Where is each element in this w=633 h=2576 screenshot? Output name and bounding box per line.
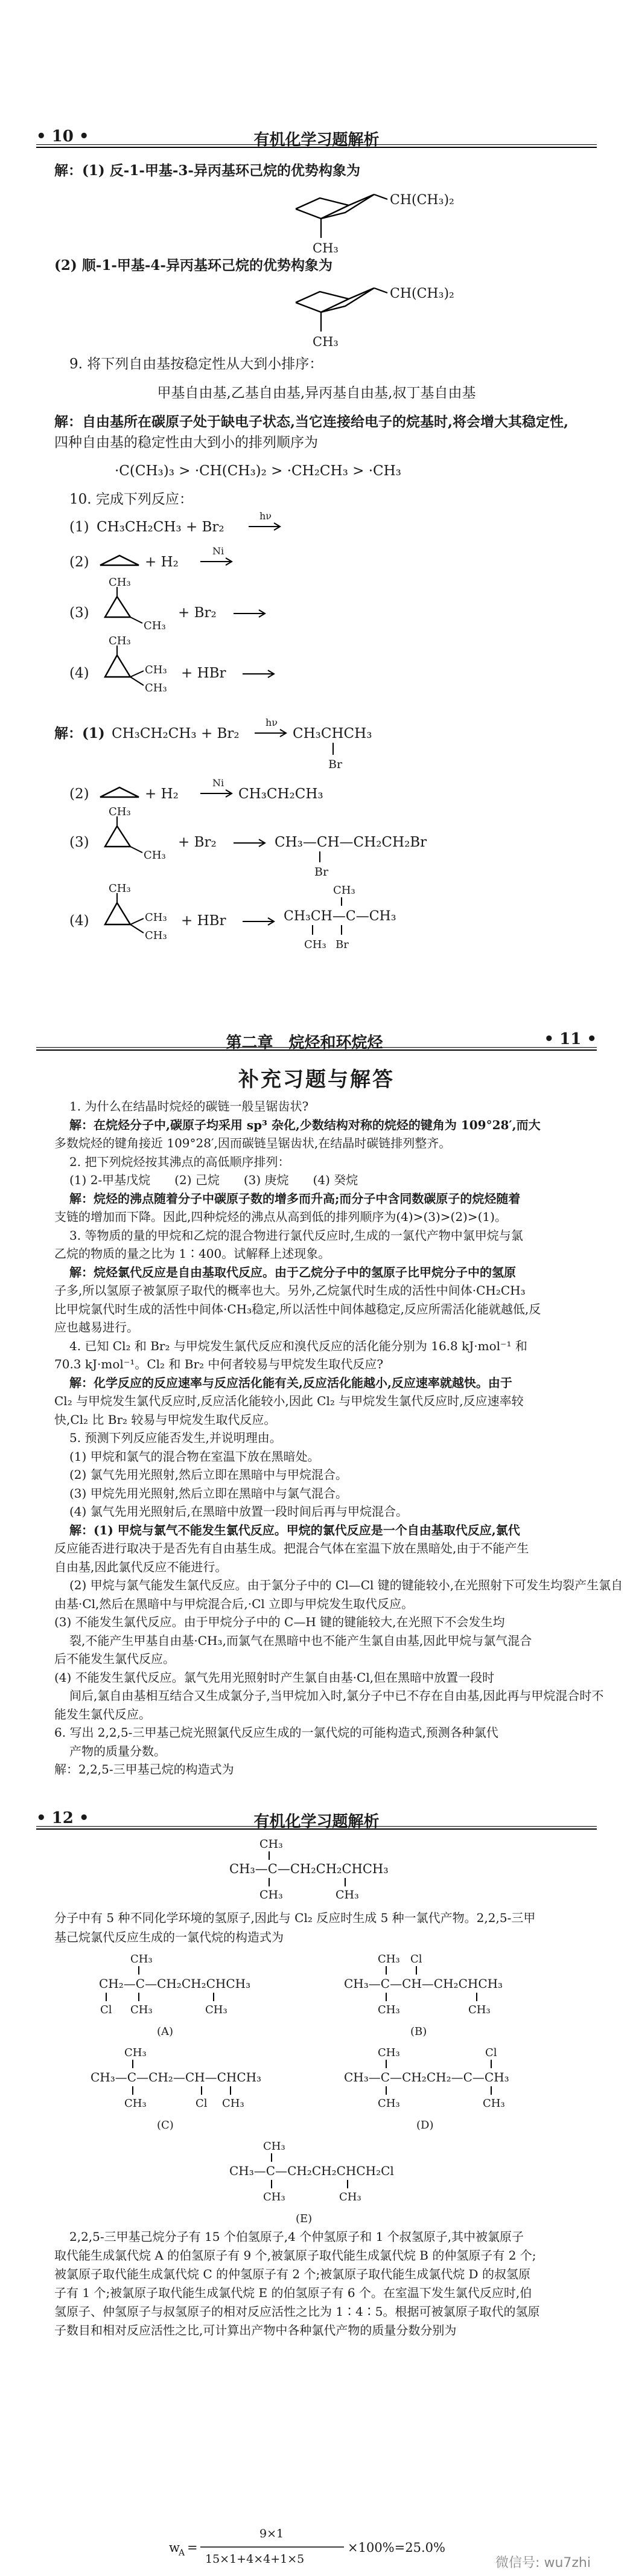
text-line: (1) 2-甲基戊烷 (2) 己烷 (3) 庚烷 (4) 癸烷	[69, 1173, 358, 1187]
text-line: (3) 甲烷先用光照射,然后立即在黑暗中与氯气混合。	[69, 1485, 348, 1501]
label-E: (E)	[296, 2212, 313, 2225]
text-line: 裂,不能产生甲基自由基·CH₃,而氯气在黑暗中也不能产生氯自由基,因此甲烷与氯气混合	[69, 1633, 532, 1648]
text-line: 间后,氯自由基相互结合又生成氯分子,当甲烷加入时,氯分子中已不存在自由基,因此再与甲烷混合时不	[69, 1688, 604, 1703]
text-line: 氢原子、仲氢原子与叔氢原子的相对反应活性之比为 1∶4∶5。根据可被氯原子取代的氢原	[54, 2304, 540, 2319]
running-head: 有机化学习题解析	[253, 131, 380, 149]
page-number: • 12 •	[36, 1809, 89, 1827]
header-rule	[36, 1049, 597, 1051]
chain: CH₂—C—CH₂CH₂CHCH₃	[99, 1976, 251, 1991]
cyclopropane-icon	[97, 783, 145, 807]
running-head: 有机化学习题解析	[253, 1813, 380, 1831]
chlorine-label: Cl	[485, 2046, 497, 2059]
text-line: 取代能生成氯代烷 A 的伯氢原子有 9 个,被氯原子取代能生成氯代烷 B 的仲氢原子有 2 个;	[54, 2248, 536, 2263]
reaction-3-left: + Br₂	[178, 605, 217, 621]
text-line: 比甲烷氯代时生成的活性中间体·CH₃稳定,所以活性中间体越稳定,反应所需活化能就越低,反	[54, 1301, 541, 1316]
answer-10-2-product: CH₃CH₂CH₃	[238, 786, 323, 802]
question-10: 10. 完成下列反应：	[69, 492, 193, 507]
text-line: 子数目和相对反应活性之比,可计算出产物中各种氯代产物的质量分数分别为	[54, 2323, 457, 2337]
methyl-label: CH₃	[145, 664, 167, 676]
page-11	[0, 1027, 633, 1777]
product-chain: CH₃CH—C—CH₃	[284, 909, 396, 924]
methyl-label: CH₃	[378, 2004, 400, 2016]
watermark: 微信号: wu7zhi	[495, 2555, 591, 2571]
stability-order: ·C(CH₃)₃ > ·CH(CH₃)₂ > ·CH₂CH₃ > ·CH₃	[115, 463, 401, 479]
text-line: 能发生氯代反应。	[54, 1706, 151, 1722]
substituent-label: CH(CH₃)₂	[390, 286, 454, 301]
question-9: 9. 将下列自由基按稳定性从大到小排序：	[69, 356, 323, 372]
question-9-list: 甲基自由基,乙基自由基,异丙基自由基,叔丁基自由基	[157, 385, 476, 401]
formula-equals: =	[187, 2540, 198, 2555]
page-10	[0, 0, 633, 857]
text-line: (2) 甲烷与氯气能发生氯代反应。由于氯分子中的 Cl—Cl 键的键能较小,在光照射下可发生均裂产生氯自	[69, 1578, 623, 1592]
methyl-label: CH₃	[483, 2097, 505, 2110]
formula-result: ×100%=25.0%	[348, 2540, 445, 2555]
trimethylhexane-structure	[229, 1836, 422, 1908]
chair-conformation-2	[284, 275, 465, 347]
reaction-1-left: CH₃CH₂CH₃ + Br₂	[97, 519, 224, 535]
chapter-head: 第二章 烷烃和环烷烃	[226, 1034, 383, 1052]
product-E	[229, 2138, 434, 2228]
answer-10-4-label: (4)	[69, 913, 89, 929]
methyl-label: CH₃	[124, 2097, 147, 2110]
methylcyclopropane-icon	[97, 576, 175, 634]
methyl-label: CH₃	[263, 2191, 285, 2203]
page-header	[36, 1027, 597, 1051]
chlorine-label: Cl	[410, 1953, 422, 1966]
text-line: 5. 预测下列反应能否发生,并说明理由。	[69, 1431, 282, 1445]
bromine-bonds	[275, 850, 468, 880]
methyl-label: CH₃	[130, 1953, 153, 1966]
text-line: 4. 已知 Cl₂ 和 Br₂ 与甲烷发生氯代反应和溴代反应的活化能分别为 16.8 kJ·mol⁻¹ 和	[69, 1338, 527, 1353]
chain: CH₃—C—CH₂—CH—CHCH₃	[91, 2070, 262, 2084]
label-D: (D)	[416, 2119, 434, 2132]
text-line: 3. 等物质的量的甲烷和乙烷的混合物进行氯代反应时,生成的一氯代产物中氯甲烷与氯	[69, 1228, 523, 1243]
reaction-2-left: + H₂	[145, 554, 179, 570]
text-line: 解：化学反应的反应速率与反应活化能有关,反应活化能越小,反应速率就越快。由于	[69, 1375, 512, 1390]
condition-label: hν	[266, 717, 278, 728]
reaction-2-label: (2)	[69, 554, 89, 570]
answer-10-1-label: 解：(1)	[54, 725, 105, 742]
substituent-label: CH(CH₃)₂	[390, 193, 454, 208]
answer-9-line-1: 解：自由基所在碳原子处于缺电子状态,当它连接给电子的烷基时,将会增大其稳定性,	[54, 414, 569, 430]
condition-label: hν	[259, 510, 272, 522]
text-line: 1. 为什么在结晶时烷烃的碳链一般呈锯齿状?	[69, 1099, 309, 1113]
trimethylcyclopropane-icon	[97, 637, 181, 703]
text-line: (4) 氯气先用光照射后,在黑暗中放置一段时间后再与甲烷混合。	[69, 1504, 409, 1519]
text-line: 产物的质量分数。	[69, 1743, 166, 1758]
text-line: Cl₂ 与甲烷发生氯代反应时,反应活化能较小,因此 Cl₂ 与甲烷发生氯代反应时,反应速率较	[54, 1394, 524, 1408]
answer-10-4-product-structure	[284, 880, 441, 959]
methyl-label: CH₃	[313, 335, 339, 349]
formula-numerator: 9×1	[259, 2527, 284, 2540]
condition-label: Ni	[212, 545, 224, 557]
text-line: 解：2,2,5-三甲基己烷的构造式为	[54, 1762, 234, 1777]
chain: CH₃—C—CH₂CH₂CHCH₂Cl	[229, 2164, 394, 2178]
text-line: 70.3 kJ·mol⁻¹。Cl₂ 和 Br₂ 中何者较易与甲烷发生取代反应?	[54, 1357, 384, 1371]
methyl-label: CH₃	[304, 938, 326, 951]
paragraph-line-1: 分子中有 5 种不同化学环境的氢原子,因此与 Cl₂ 反应时生成 5 种一氯代产物。2,2,5-三甲	[54, 1911, 536, 1925]
page-number: • 11 •	[544, 1030, 597, 1048]
methyl-label: CH₃	[336, 1888, 359, 1902]
chlorine-label: Cl	[100, 2004, 112, 2016]
text-line: 子有 1 个;被氯原子取代能生成氯代烷 E 的伯氢原子有 6 个。在室温下发生氯代反应时,伯	[54, 2286, 532, 2300]
methyl-label: CH₃	[109, 882, 131, 895]
text-line: 快,Cl₂ 比 Br₂ 较易与甲烷发生取代反应。	[54, 1412, 276, 1427]
answer-10-3-label: (3)	[69, 835, 89, 850]
methyl-label: CH₃	[313, 241, 339, 255]
reaction-1-arrow	[247, 511, 284, 535]
text-line: 2,2,5-三甲基己烷分子有 15 个伯氢原子,4 个仲氢原子和 1 个叔氢原子,其中被氯原子	[69, 2229, 524, 2244]
answer-10-3-arrow	[232, 827, 269, 851]
answer-10-1-arrow	[253, 717, 290, 742]
answer-10-1-left: CH₃CH₂CH₃ + Br₂	[112, 726, 240, 742]
text-line: 解：烷烃的沸点随着分子中碳原子数的增多而升高;而分子中含同数碳原子的烷烃随着	[69, 1191, 521, 1206]
answer-10-2-left: + H₂	[145, 786, 179, 802]
answer-9-line-2: 四种自由基的稳定性由大到小的排列顺序为	[54, 435, 318, 450]
reaction-4-left: + HBr	[181, 665, 226, 681]
text-line: 自由基,因此氯代反应不能进行。	[54, 1559, 227, 1574]
methyl-label: CH₃	[339, 2191, 361, 2203]
section-title: 补充习题与解答	[238, 1068, 395, 1092]
methyl-label: CH₃	[222, 2097, 244, 2110]
product-C	[91, 2044, 290, 2135]
page-header	[36, 1805, 597, 1830]
methyl-label: CH₃	[109, 635, 131, 647]
methyl-label: CH₃	[333, 884, 355, 897]
answer-10-2-arrow	[199, 778, 235, 802]
text-line: 子多,所以氢原子被氯原子取代的概率也大。另外,乙烷氯代时生成的活性中间体·CH₂CH₃	[54, 1283, 526, 1298]
bromine-label: Br	[314, 865, 329, 879]
text-line: 6. 写出 2,2,5-三甲基己烷光照氯代反应生成的一氯代烷的可能构造式,预测各种氯代	[54, 1725, 498, 1740]
methyl-label: CH₃	[124, 2046, 147, 2059]
main-chain: CH₃—C—CH₂CH₂CHCH₃	[229, 1862, 389, 1876]
answer-10-1-product: CH₃CHCH₃	[293, 726, 372, 742]
methyl-label: CH₃	[378, 2046, 400, 2059]
text-line: 解：在烷烃分子中,碳原子均采用 sp³ 杂化,少数结构对称的烷烃的键角为 109°28′,而大	[69, 1117, 541, 1132]
page-12	[0, 1805, 633, 2576]
methyl-label: CH₃	[130, 2004, 153, 2016]
methylcyclopropane-icon	[97, 806, 175, 863]
cyclopropane-icon	[97, 551, 145, 575]
reaction-1-label: (1)	[69, 519, 89, 535]
methyl-label: CH₃	[263, 2140, 285, 2153]
trimethylcyclopropane-icon	[97, 882, 181, 951]
bromine-label: Br	[336, 938, 349, 951]
label-A: (A)	[157, 2025, 174, 2038]
header-rule-thin	[36, 1826, 597, 1827]
label-C: (C)	[157, 2119, 174, 2132]
methyl-label: CH₃	[378, 1953, 400, 1966]
reaction-4-arrow	[241, 658, 278, 682]
methyl-label: CH₃	[109, 806, 131, 818]
text-line: 由基·Cl,然后在黑暗中与甲烷混合后,·Cl 立即与甲烷发生取代反应。	[54, 1596, 414, 1611]
chain: CH₃—C—CH—CH₂CHCH₃	[344, 1976, 503, 1991]
reaction-4-label: (4)	[69, 665, 89, 681]
text-line: 2. 把下列烷烃按其沸点的高低顺序排列：	[69, 1154, 290, 1169]
methyl-label: CH₃	[145, 682, 167, 694]
text-line: 后不能发生氯代反应。	[54, 1652, 175, 1666]
methyl-label: CH₃	[468, 2004, 491, 2016]
paragraph-line-2: 基己烷氯代反应生成的一氯代烷的构造式为	[54, 1930, 284, 1944]
product-A	[91, 1950, 284, 2041]
methyl-label: CH₃	[205, 2004, 227, 2016]
reaction-2-arrow	[199, 546, 235, 570]
bromine-label: Br	[328, 758, 343, 771]
answer-9-2: (2) 顺-1-甲基-4-异丙基环己烷的优势构象为	[54, 257, 332, 274]
text-line: (3) 不能发生氯代反应。由于甲烷分子中的 C—H 键的键能较大,在光照下不会发生均	[54, 1615, 505, 1629]
text-line: 支链的增加而下降。因此,四种烷烃的沸点从高到低的排列顺序为(4)>(3)>(2)>(1)。	[54, 1210, 507, 1224]
text-line: 解：(1) 甲烷与氯气不能发生氯代反应。甲烷的氯代反应是一个自由基取代反应,氯代	[69, 1522, 520, 1537]
header-rule-thin	[36, 1047, 597, 1048]
methyl-label: CH₃	[145, 911, 167, 924]
methyl-label: CH₃	[109, 576, 131, 589]
text-line: (2) 氯气先用光照射,然后立即在黑暗中与甲烷混合。	[69, 1467, 348, 1482]
methyl-label: CH₃	[378, 2097, 400, 2110]
reaction-3-arrow	[232, 598, 269, 622]
methyl-label: CH₃	[145, 929, 167, 942]
chlorine-label: Cl	[196, 2097, 208, 2110]
reaction-3-label: (3)	[69, 605, 89, 621]
text-line: (1) 甲烷和氯气的混合物在室温下放在黑暗处。	[69, 1449, 320, 1464]
formula-denominator: 15×1+4×4+1×5	[205, 2552, 305, 2566]
label-B: (B)	[410, 2025, 427, 2038]
header-rule	[36, 1828, 597, 1830]
answer-10-4-arrow	[241, 906, 278, 930]
answer-10-3-product: CH₃—CH—CH₂CH₂Br	[275, 835, 427, 850]
answer-10-4-left: + HBr	[181, 913, 226, 929]
text-line: 乙烷的物质的量之比为 1∶400。试解释上述现象。	[54, 1246, 331, 1261]
answer-10-2-label: (2)	[69, 786, 89, 802]
methyl-label: CH₃	[259, 1837, 283, 1851]
text-line: 被氯原子取代能生成氯代烷 C 的仲氢原子有 2 个;被氯原子取代能生成氯代烷 D 的叔氢原	[54, 2267, 530, 2281]
formula-subscript: A	[179, 2548, 185, 2558]
text-line: 多数烷烃的键角接近 109°28′,因而碳链呈锯齿状,在结晶时碳链排列整齐。	[54, 1136, 451, 1150]
product-D	[344, 2044, 543, 2135]
page-10-continued	[0, 806, 633, 1027]
chair-conformation-1	[284, 181, 465, 254]
header-rule-thin	[36, 144, 597, 145]
answer-10-3-left: + Br₂	[178, 835, 217, 850]
text-line: 反应能否进行取决于是否先有自由基生成。把混合气体在室温下放在黑暗处,由于不能产生	[54, 1541, 529, 1556]
mass-fraction-formula	[169, 2524, 483, 2572]
bond-line	[326, 742, 350, 772]
methyl-label: CH₃	[259, 1888, 283, 1902]
text-line: 应也越易进行。	[54, 1320, 139, 1334]
condition-label: Ni	[212, 777, 224, 789]
answer-9-1: 解：(1) 反-1-甲基-3-异丙基环己烷的优势构象为	[54, 162, 360, 179]
page-header	[36, 124, 597, 148]
methyl-label: CH₃	[144, 849, 166, 862]
methyl-label: CH₃	[144, 620, 166, 632]
formula-symbol: w	[169, 2540, 180, 2555]
chain: CH₃—C—CH₂CH₂—C—CH₃	[344, 2070, 509, 2084]
product-B	[344, 1950, 543, 2041]
header-rule	[36, 147, 597, 148]
text-line: 解：烷烃氯代反应是自由基取代反应。由于乙烷分子中的氢原子比甲烷分子中的氢原	[69, 1264, 516, 1280]
text-line: (4) 不能发生氯代反应。氯气先用光照射时产生氯自由基·Cl,但在黑暗中放置一段时	[54, 1670, 495, 1685]
page-number: • 10 •	[36, 127, 89, 146]
